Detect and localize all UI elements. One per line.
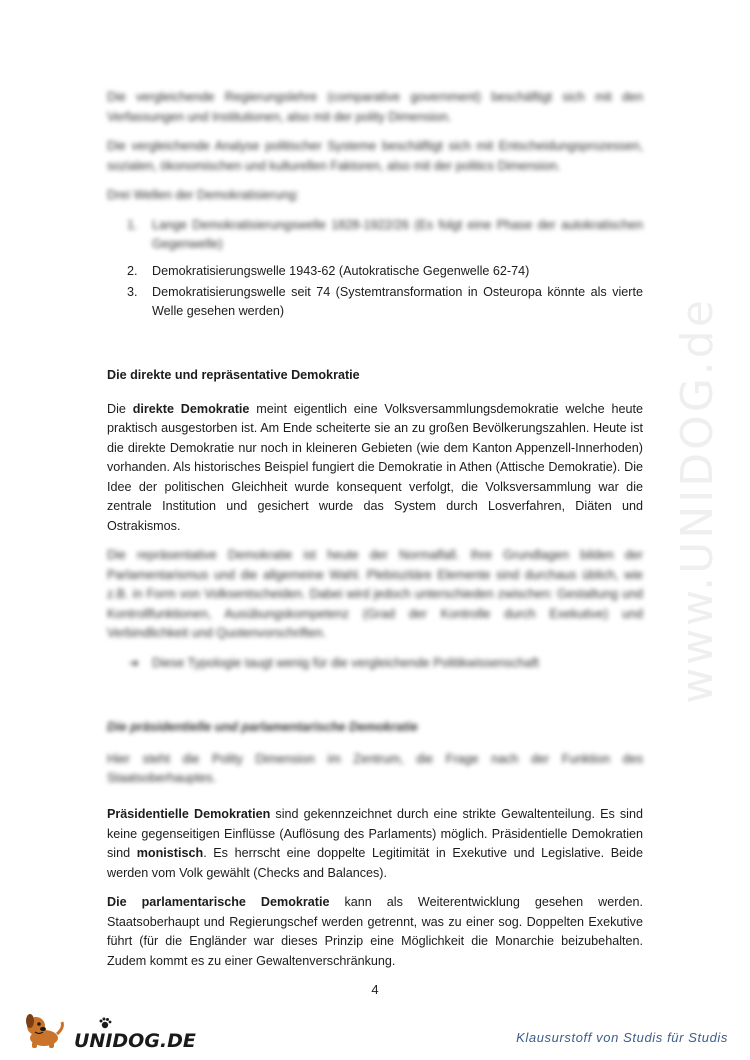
- section-direct-democracy: [107, 366, 643, 546]
- list-text: Demokratisierungswelle seit 74 (Systemtransformation in Osteuropa könnte als vierte Welle gesehen werden): [152, 284, 643, 318]
- dog-icon: [22, 1010, 78, 1050]
- blurred-section-2: [107, 718, 643, 799]
- conclusion-line: ➜ Diese Typologie taugt wenig für die vergleichende Politikwissenschaft: [107, 654, 643, 674]
- list-item-3: [107, 283, 643, 322]
- list-item-1: 1. Lange Demokratisierungswelle 1828-1922/26 (Es folgt eine Phase der autokratischen Gegenwelle): [127, 217, 643, 251]
- waves-list-blurred: [107, 216, 643, 255]
- direct-democracy-paragraph: Die direkte Demokratie meint eigentlich eine Volksversammlungsdemokratie welche heute praktisch ausgestorben ist. Am Ende scheiterte sie an zu großen Bevölkerungszahlen. Heute ist die direkte Demokratie nur noch in kleineren Gebieten (wie dem Kanton Appenzell-Innerhoden) vorhanden. Als historisches Beispiel fungiert die Demokratie in Athen (Attische Demokratie). Die Idee der politischen Gleichheit wurde konsequent verfolgt, die Volksversammlung war die zentrale Institution und gesichert wurde das System durch Losverfahren, Diäten und Ostrakismos.: [107, 401, 643, 533]
- list-number: 2.: [127, 264, 138, 278]
- polity-paragraph: Hier steht die Polity Dimension im Zentrum, die Frage nach der Funktion des Staatsoberhauptes.: [107, 751, 643, 785]
- representative-paragraph: Die repräsentative Demokratie ist heute der Normalfall. Ihre Grundlagen bilden der Parlamentarismus und die allgemeine Wahl. Plebiszitäre Elemente sind durchaus üblich, wie z.B. in Form von Volksentscheiden. Dabei wird jedoch unterschieden zwischen: Gestaltung und Kontrollfunktionen, Ausübungskompetenz (Grad der Kontrolle durch Exekutive) und Verbindlichkeit und Quotenvorschriften.: [107, 548, 643, 640]
- waves-list: [107, 262, 643, 332]
- list-number: 3.: [127, 284, 138, 299]
- watermark-text: www.UNIDOG.de: [671, 296, 723, 704]
- watermark: [662, 250, 732, 750]
- logo-text: UNIDOG.DE: [74, 1030, 196, 1052]
- list-text: Demokratisierungswelle 1943-62 (Autokratische Gegenwelle 62-74): [152, 264, 530, 278]
- list-item-2: [107, 262, 643, 282]
- section-presidential: [107, 805, 643, 981]
- intro-paragraph-1: Die vergleichende Regierungslehre (comparative government) beschäftigt sich mit den Verfassungen und Institutionen, also mit der polity Dimension.: [107, 90, 643, 124]
- presidential-paragraph: Präsidentielle Demokratien sind gekennzeichnet durch eine strikte Gewaltenteilung. Es sind keine gegenseitigen Einflüsse (Auflösung des Parlaments) möglich. Präsidentielle Demokratien sind monistisch. Es herrscht eine doppelte Legitimität in Exekutive und Legislative. Beide werden vom Volk gewählt (Checks and Balances).: [107, 807, 643, 880]
- page-number: 4: [371, 982, 379, 997]
- intro-paragraph-3: Drei Wellen der Demokratisierung:: [107, 188, 300, 202]
- section-heading: Die direkte und repräsentative Demokratie: [107, 368, 360, 382]
- arrow-icon: ➜: [129, 655, 140, 670]
- paw-icon: [98, 1016, 112, 1030]
- section-heading-2: Die präsidentielle und parlamentarische Demokratie: [107, 720, 418, 734]
- footer-tagline: Klausurstoff von Studis für Studis: [516, 1030, 728, 1045]
- parliamentary-paragraph: Die parlamentarische Demokratie kann als Weiterentwicklung gesehen werden. Staatsoberhaupt und Regierungschef werden getrennt, was zu einer sog. Doppelten Exekutive führt (für die Engländer war dieses Prinzip eine Möglichkeit die Monarchie beizubehalten. Zudem kommt es zu einer Gewaltenverschränkung.: [107, 895, 643, 968]
- blurred-intro: [107, 88, 643, 256]
- blurred-representative: [107, 546, 643, 683]
- unidog-logo: [22, 1010, 222, 1050]
- intro-paragraph-2: Die vergleichende Analyse politischer Systeme beschäftigt sich mit Entscheidungsprozessen, sozialen, ökonomischen und kulturellen Faktoren, also mit der politics Dimension.: [107, 139, 643, 173]
